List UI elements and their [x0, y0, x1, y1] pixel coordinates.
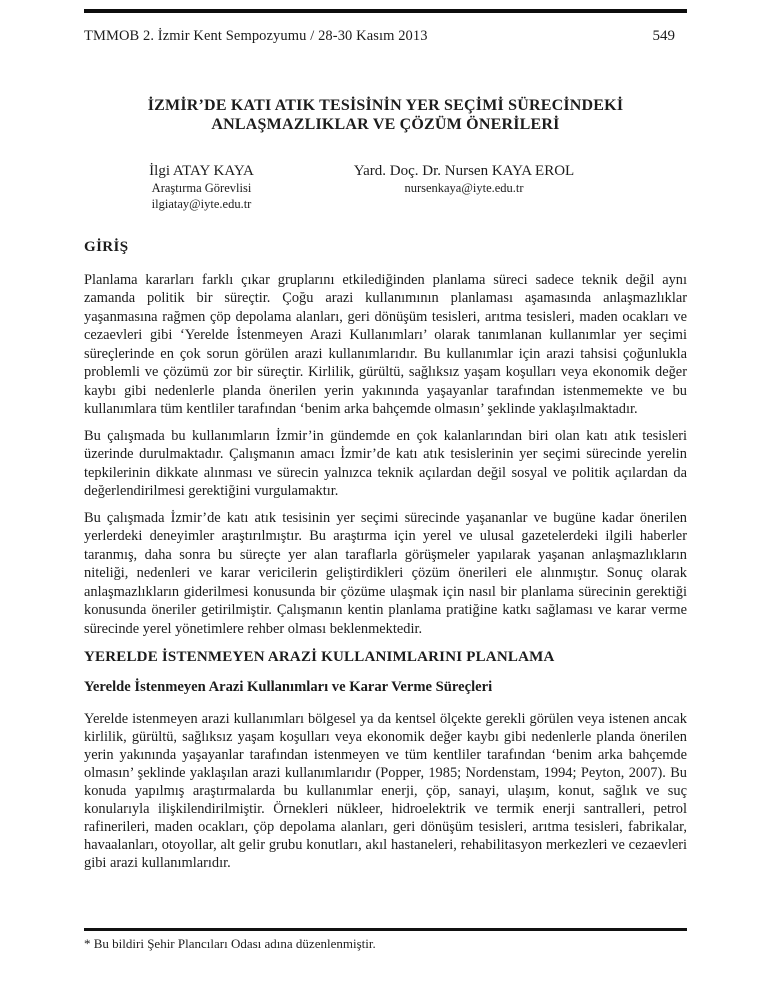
section-heading-giris: GİRİŞ — [84, 239, 129, 255]
author-second — [319, 163, 609, 212]
header-symposium-text: TMMOB 2. İzmir Kent Sempozyumu / 28-30 Kasım 2013 — [84, 28, 428, 44]
paragraph-giris-1: Planlama kararları farklı çıkar gruplarını etkilediğinden planlama süreci sadece teknik değil aynı zamanda politik bir süreçtir. Çoğu arazi kullanımının planlaması aşamasında anlaşmazlıklar yaşanmasına rağmen çöp depolama alanları, geri dönüşüm tesisleri, arıtma tesisleri, maden ocakları ve cezaevleri gibi ‘Yerelde İstenmeyen Arazi Kullanımları’ olarak tanımlanan kullanımlar yer seçimi süreçlerinde en çok sorun görülen arazi kullanımlarıdır. Bu kullanımlar için arazi tahsisi çoğunlukla problemli ve çözümü zor bir süreçtir. Kirlilik, gürültü, sağlıksız yaşam koşulları veya ekonomik değer kaybı gibi nedenlerle planda önerilen yerin yakınında yaşayanlar tarafından istenmemekte ve bu kullanımlara tüm kentliler tarafından ‘benim arka bahçemde olmasın’ şeklinde yaklaşılmaktadır. — [84, 271, 687, 417]
subsection-heading-yerelde: Yerelde İstenmeyen Arazi Kullanımları ve Karar Verme Süreçleri — [84, 679, 493, 695]
paragraph-giris-3: Bu çalışmada İzmir’de katı atık tesisinin yer seçimi sürecinde yaşananlar ve bugüne kadar önerilen yerlerdeki deneyimler araştırılmıştır. Bu araştırma için yerel ve ulusal gazetelerdeki ilgili haberler taranmış, daha sonra bu süreçte yer alan taraflarla görüşmeler yapılarak yaşanan anlaşmazlıkların niteliği, nedenleri ve karar vericilerin geliştirdikleri çözüm önerileri ele alınmıştır. Sonuç olarak anlaşmazlıkların giderilmesi konusunda bir çözüme ulaşmak için nasıl bir planlama sürecinin gerektiği konusunda öneriler getirilmiştir. Çalışmanın kentin planlama pratiğine katkı sağlaması ve karar verme sürecinde yerel yönetimlere rehber olması beklenmektedir. — [84, 509, 687, 637]
page-header — [84, 28, 687, 45]
paper-title-line-2: ANLAŞMAZLIKLAR VE ÇÖZÜM ÖNERİLERİ — [211, 116, 560, 133]
author-first-name: İlgi ATAY KAYA — [149, 163, 254, 179]
author-first-email: ilgiatay@iyte.edu.tr — [151, 197, 252, 211]
author-second-name: Yard. Doç. Dr. Nursen KAYA EROL — [353, 163, 575, 179]
paper-title-line-1: İZMİR’DE KATI ATIK TESİSİNİN YER SEÇİMİ SÜRECİNDEKİ — [147, 97, 624, 114]
footnote-rule — [84, 928, 687, 931]
footnote-text: * Bu bildiri Şehir Plancıları Odası adına düzenlenmiştir. — [84, 936, 376, 951]
paragraph-yerelde-1: Yerelde istenmeyen arazi kullanımları bölgesel ya da kentsel ölçekte gerekli görülen veya istenen ancak kirlilik, gürültü, sağlıksız yaşam koşulları veya ekonomik değer kaybı gibi nedenlerle planda önerilen yerin yakınında yaşayanlar tarafından istenmeyen ve tüm kentliler tarafından ‘benim arka bahçemde olmasın’ şeklinde yaklaşılan arazi kullanımlarıdır (Popper, 1985; Nordenstam, 1994; Peyton, 2007). Bu konuda yapılmış araştırmalarda bu kullanımlar enerji, çöp, sanayi, ulaşım, konut, sağlık ve suç konularıyla ilişkilendirilmiştir. Örnekleri nükleer, hidroelektrik ve termik enerji santralleri, petrol rafinerileri, maden ocakları, çöp depolama alanları, geri dönüşüm tesisleri, arıtma tesisleri, fabrikalar, havaalanları, otoyollar, alt gelir grubu konutları, akıl hastaneleri, rehabilitasyon merkezleri ve cezaevleri gibi arazi kullanımlarıdır. — [84, 711, 687, 871]
section-heading-yerelde: YERELDE İSTENMEYEN ARAZİ KULLANIMLARINI PLANLAMA — [84, 649, 555, 665]
author-first — [84, 163, 319, 212]
page-number: 549 — [652, 28, 675, 44]
paper-title — [84, 96, 687, 134]
author-first-role: Araştırma Görevlisi — [151, 181, 252, 195]
paragraph-giris-2: Bu çalışmada bu kullanımların İzmir’in gündemde en çok kalanlarından biri olan katı atık tesisleri üzerinde durulmaktadır. Çalışmanın amacı İzmir’de katı atık tesislerinin yer seçimi sürecinde yerelin tepkilerinin dikkate alınması ve sürecin yalnızca teknik açılardan değil sosyal ve politik açılardan da değerlendirilmesi gerektiğini vurgulamaktır. — [84, 427, 687, 499]
paper-body — [84, 238, 687, 872]
author-second-email: nursenkaya@iyte.edu.tr — [404, 181, 524, 195]
top-rule — [84, 9, 687, 13]
authors-block — [84, 163, 687, 212]
